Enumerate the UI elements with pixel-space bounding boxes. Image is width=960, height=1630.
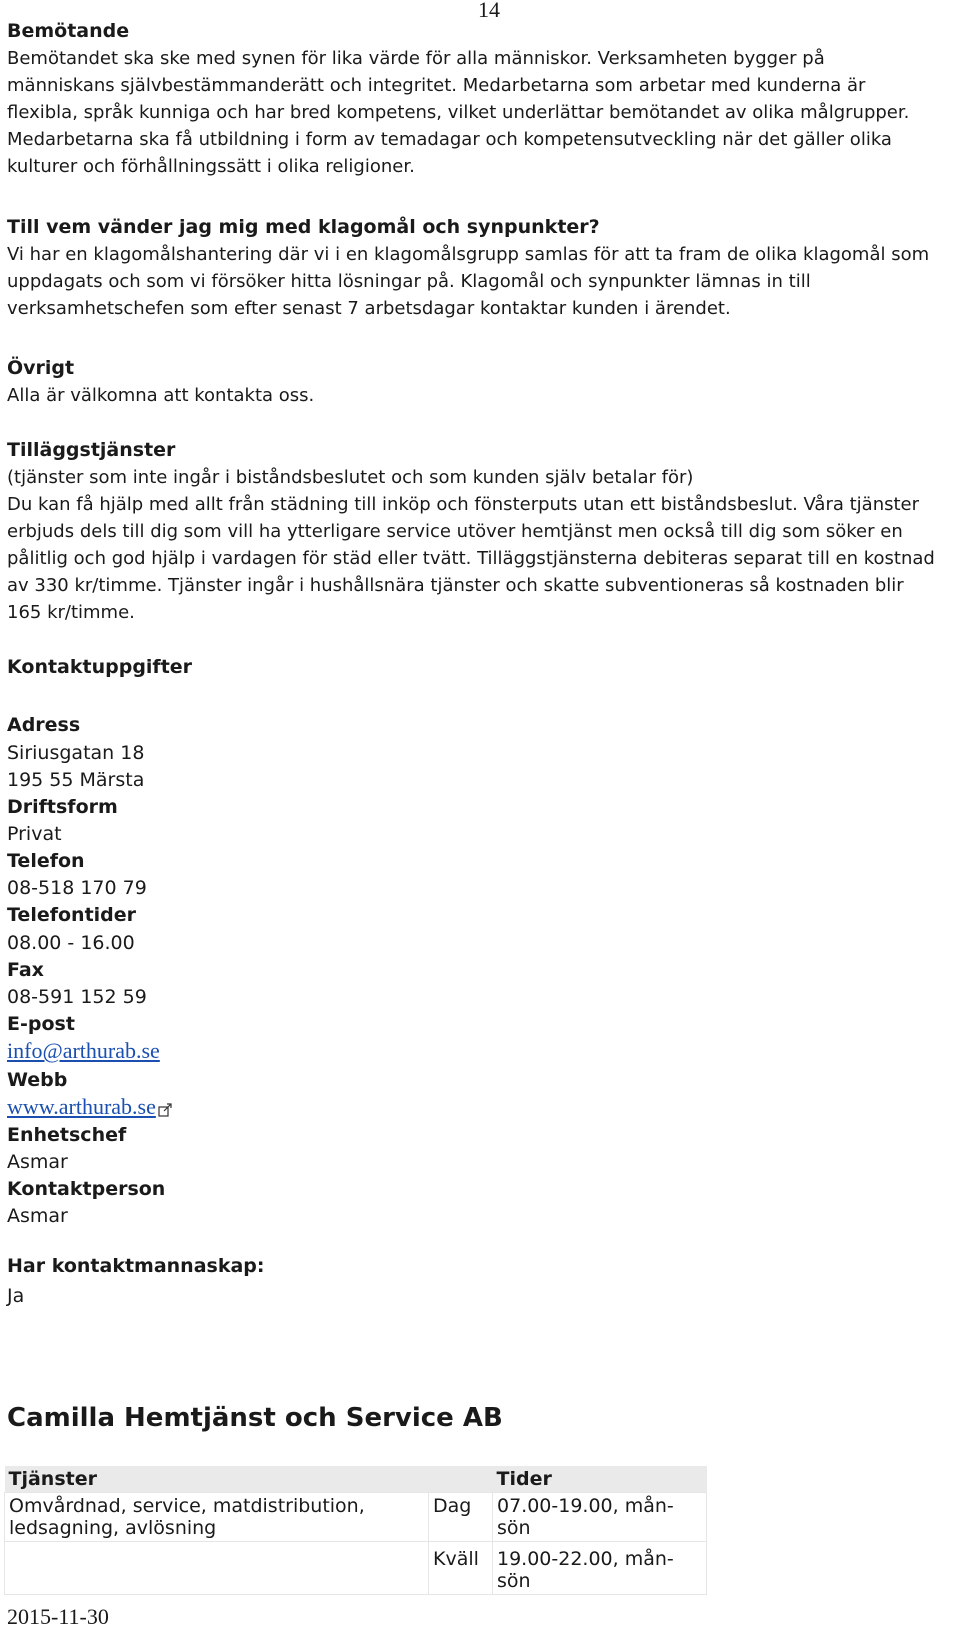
value-kontaktmannaskap: Ja [7,1285,25,1307]
paragraph-bemotande [7,45,917,180]
text-line: kulturer och förhållningssätt i olika religioner. [7,156,415,177]
table-header-row [5,1466,707,1493]
time-cell: 19.00-22.00, mån-sön [493,1542,707,1595]
external-link-icon [158,1103,172,1117]
text-line: Alla är välkomna att kontakta oss. [7,385,315,406]
label-epost: E-post [7,1013,75,1035]
value-telefon: 08-518 170 79 [7,877,147,899]
label-driftsform: Driftsform [7,796,118,818]
text-line: 165 kr/timme. [7,602,135,623]
header-times: Tider [493,1466,707,1493]
table-row [5,1542,707,1595]
heading-ovrigt: Övrigt [7,357,75,379]
label-telefontider: Telefontider [7,904,137,926]
text-line: erbjuds dels till dig som vill ha ytterligare service utöver hemtjänst men också till dig som söker en [7,521,903,542]
value-adress-city: 195 55 Märsta [7,769,145,791]
text-line: uppdagats och som vi försöker hitta lösningar på. Klagomål och synpunkter lämnas in till [7,271,811,292]
value-kontaktperson: Asmar [7,1205,68,1227]
web-link[interactable]: www.arthurab.se [7,1094,156,1119]
value-telefontider: 08.00 - 16.00 [7,932,135,954]
paragraph-klagomal [7,241,930,322]
services-line: ledsagning, avlösning [9,1517,217,1539]
text-line: verksamhetschefen som efter senast 7 arbetsdagar kontaktar kunden i ärendet. [7,298,731,319]
text-line: Du kan få hjälp med allt från städning till inköp och fönsterputs utan ett biståndsbeslut. Våra tjänster [7,494,920,515]
text-line: människans självbestämmanderätt och integritet. Medarbetarna som arbetar med kunderna är [7,75,866,96]
text-line: (tjänster som inte ingår i biståndsbeslutet och som kunden själv betalar för) [7,467,694,488]
heading-bemotande: Bemötande [7,20,130,42]
value-driftsform: Privat [7,823,62,845]
value-fax: 08-591 152 59 [7,986,147,1008]
paragraph-tillaggstjanster [7,464,935,626]
footer-date: 2015-11-30 [7,1604,109,1629]
label-kontaktperson: Kontaktperson [7,1178,166,1200]
value-enhetschef: Asmar [7,1151,68,1173]
text-line: Medarbetarna ska få utbildning i form av temadagar och kompetensutveckling när det gäller olika [7,129,892,150]
empty-cell [5,1542,429,1595]
header-services: Tjänster [5,1466,429,1493]
text-line: Vi har en klagomålshantering där vi i en klagomålsgrupp samlas för att ta fram de olika klagomål som [7,244,930,265]
label-kontaktmannaskap: Har kontaktmannaskap: [7,1255,265,1277]
company-name: Camilla Hemtjänst och Service AB [7,1403,503,1433]
services-table [4,1466,707,1595]
period-cell: Dag [429,1493,493,1542]
heading-tillaggstjanster: Tilläggstjänster [7,439,176,461]
label-webb: Webb [7,1069,68,1091]
text-line: av 330 kr/timme. Tjänster ingår i hushållsnära tjänster och skatte subventioneras så kostnaden blir [7,575,904,596]
paragraph-ovrigt [7,382,917,409]
heading-kontaktuppgifter: Kontaktuppgifter [7,656,193,678]
header-period [429,1466,493,1493]
time-cell: 07.00-19.00, mån-sön [493,1493,707,1542]
period-cell: Kväll [429,1542,493,1595]
text-line: pålitlig och god hjälp i vardagen för städ eller tvätt. Tilläggstjänsterna debiteras separat till en kostnad [7,548,935,569]
label-adress: Adress [7,714,81,736]
text-line: flexibla, språk kunniga och har bred kompetens, vilket underlättar bemötandet av olika målgrupper. [7,102,910,123]
value-adress-street: Siriusgatan 18 [7,742,145,764]
services-line: Omvårdnad, service, matdistribution, [9,1495,365,1517]
services-cell [5,1493,429,1542]
text-line: Bemötandet ska ske med synen för lika värde för alla människor. Verksamheten bygger på [7,48,825,69]
email-link[interactable]: info@arthurab.se [7,1038,160,1063]
label-enhetschef: Enhetschef [7,1124,127,1146]
table-row [5,1493,707,1542]
page-number: 14 [478,0,500,22]
heading-klagomal: Till vem vänder jag mig med klagomål och synpunkter? [7,216,600,238]
label-fax: Fax [7,959,44,981]
label-telefon: Telefon [7,850,85,872]
web-link-wrapper[interactable] [7,1094,172,1120]
